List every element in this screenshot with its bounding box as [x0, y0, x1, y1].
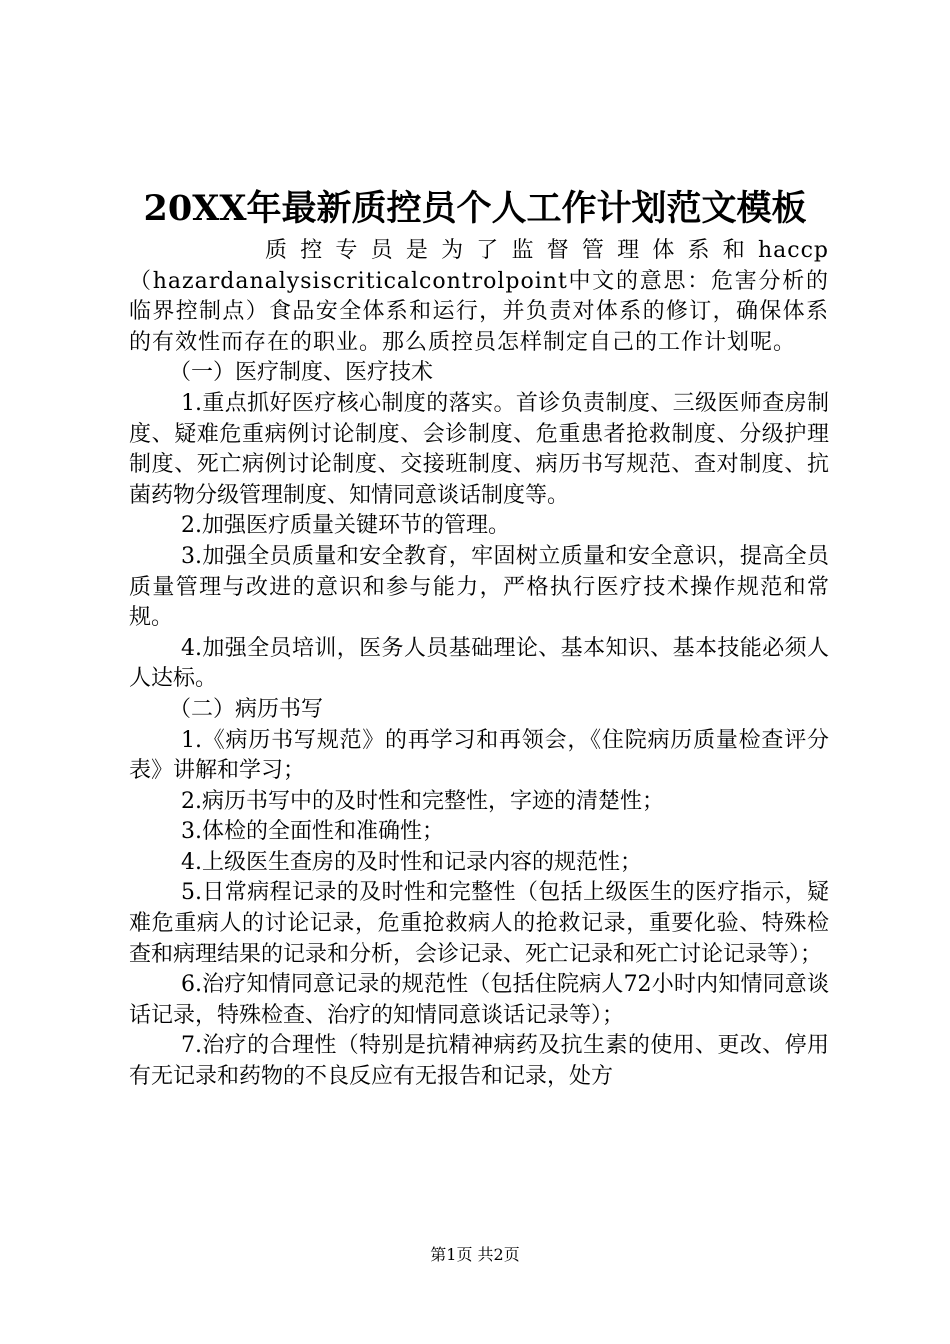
list-item: 4.加强全员培训，医务人员基础理论、基本知识、基本技能必须人人达标。 — [129, 635, 829, 692]
list-item: 1.重点抓好医疗核心制度的落实。首诊负责制度、三级医师查房制度、疑难危重病例讨论制度、会诊制度、危重患者抢救制度、分级护理制度、死亡病例讨论制度、交接班制度、病历书写规范、查对制度、抗菌药物分级管理制度、知情同意谈话制度等。 — [129, 390, 829, 508]
list-item: 3.体检的全面性和准确性； — [181, 819, 444, 845]
list-item: 7.治疗的合理性（特别是抗精神病药及抗生素的使用、更改、停用有无记录和药物的不良反应有无报告和记录，处方 — [129, 1033, 829, 1090]
section-heading-medical-system: （一）医疗制度、医疗技术 — [169, 360, 434, 386]
document-title: 20XX年最新质控员个人工作计划范文模板 — [143, 188, 807, 229]
list-item: 1.《病历书写规范》的再学习和再领会，《住院病历质量检查评分表》讲解和学习； — [129, 727, 829, 784]
list-item: 2.加强医疗质量关键环节的管理。 — [181, 513, 510, 539]
section-heading-medical-records: （二）病历书写 — [169, 696, 324, 722]
list-item: 2.病历书写中的及时性和完整性，字迹的清楚性； — [181, 788, 664, 814]
page-footer: 第1页 共2页 — [430, 1245, 520, 1264]
intro-paragraph: 质控专员是为了监督管理体系和haccp（hazardanalysiscriticalcontrolpoint中文的意思：危害分析的临界控制点）食品安全体系和运行，并负责对体系的修订，确保体系的有效性而存在的职业。那么质控员怎样制定自己的工作计划呢。 — [129, 238, 829, 355]
document-body — [129, 236, 829, 1093]
list-item: 4.上级医生查房的及时性和记录内容的规范性； — [181, 849, 642, 875]
list-item: 3.加强全员质量和安全教育，牢固树立质量和安全意识，提高全员质量管理与改进的意识和参与能力，严格执行医疗技术操作规范和常规。 — [129, 543, 829, 631]
list-item: 6.治疗知情同意记录的规范性（包括住院病人72小时内知情同意谈话记录，特殊检查、治疗的知情同意谈话记录等）； — [129, 972, 829, 1028]
list-item: 5.日常病程记录的及时性和完整性（包括上级医生的医疗指示，疑难危重病人的讨论记录，危重抢救病人的抢救记录，重要化验、特殊检查和病理结果的记录和分析，会诊记录、死亡记录和死亡讨论记录等）； — [129, 880, 829, 967]
